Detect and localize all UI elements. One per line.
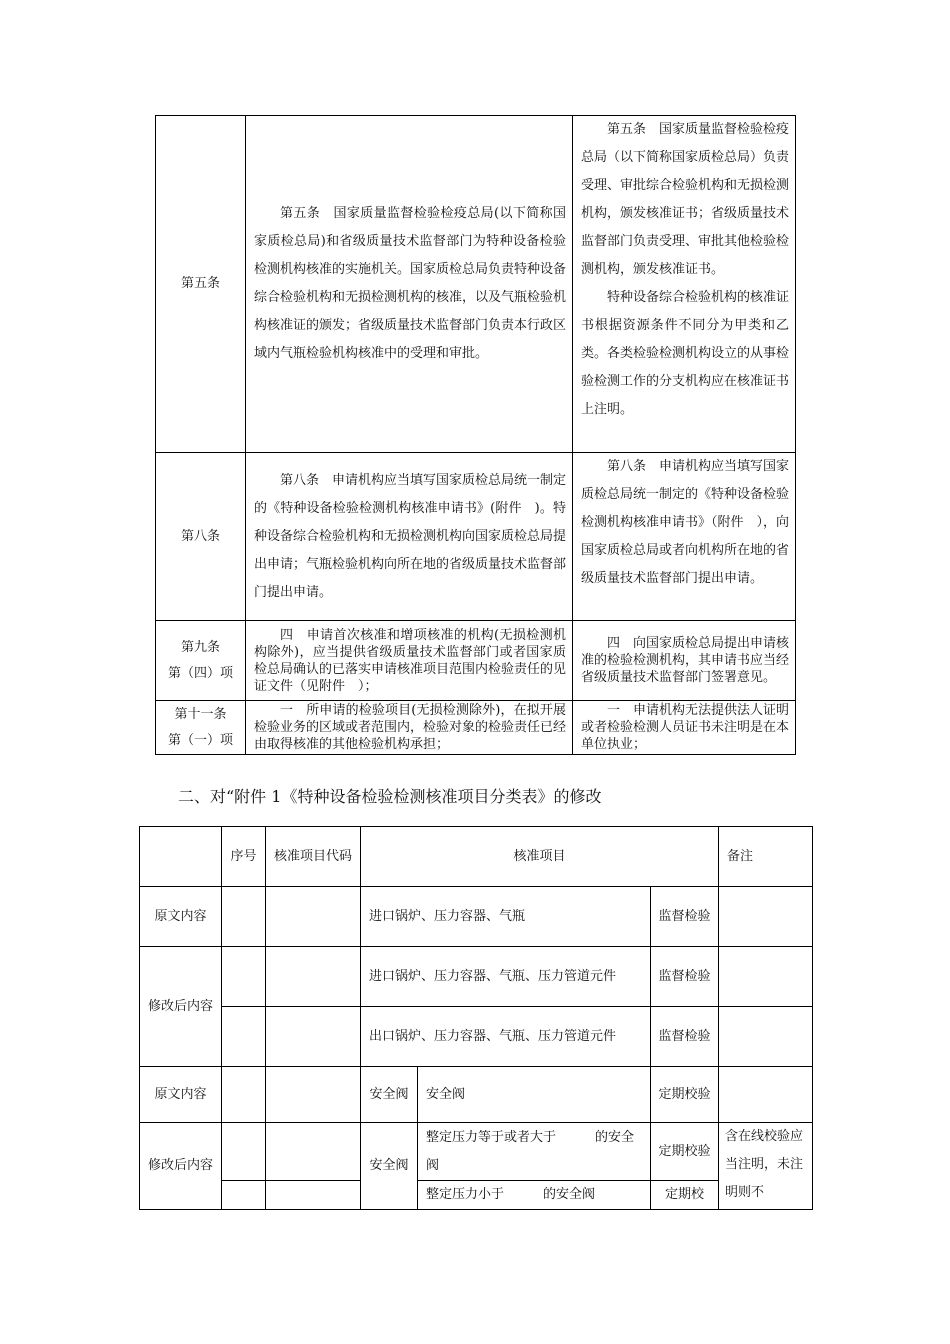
- article-label: [156, 701, 246, 755]
- article-label-line: 第九条: [180, 639, 220, 655]
- revised-text: 一 申请机构无法提供法人证明或者检验检测人员证书未注明是在本单位执业；: [573, 701, 796, 755]
- type-cell: 监督检验: [651, 887, 719, 947]
- header-item: 核准项目: [361, 827, 719, 887]
- row-label: 原文内容: [140, 887, 222, 947]
- article-label-line: 第（四）项: [167, 665, 233, 681]
- header-seq: 序号: [222, 827, 266, 887]
- seq-cell: [222, 1067, 266, 1123]
- header-blank: [140, 827, 222, 887]
- type-cell: 定期校: [651, 1181, 719, 1210]
- seq-cell: [222, 1181, 266, 1210]
- note-cell: [719, 947, 813, 1007]
- revised-paragraph: 特种设备综合检验机构的核准证书根据资源条件不同分为甲类和乙类。各类检验检测机构设立的从事检验检测工作的分支机构应在核准证书上注明。: [581, 290, 790, 417]
- revised-paragraph: 第五条 国家质量监督检验检疫总局（以下简称国家质检总局）负责受理、审批综合检验机构和无损检测机构，颁发核准证书；省级质量技术监督部门负责受理、审批其他检验检测机构，颁发核准证书。: [581, 122, 790, 277]
- article-label: 第五条: [156, 116, 246, 453]
- seq-cell: [222, 1123, 266, 1181]
- table-row: [140, 1181, 813, 1210]
- item-cell: 进口锅炉、压力容器、气瓶: [361, 887, 651, 947]
- category-cell: 安全阀: [361, 1067, 418, 1123]
- table-row: [140, 1007, 813, 1067]
- note-cell: [719, 1007, 813, 1067]
- table-row: [156, 453, 796, 621]
- table-row: [156, 116, 796, 453]
- item-cell: 进口锅炉、压力容器、气瓶、压力管道元件: [361, 947, 651, 1007]
- article-label-line: 第（一）项: [167, 732, 233, 748]
- item-cell: 安全阀: [418, 1067, 651, 1123]
- row-label: 修改后内容: [140, 947, 222, 1067]
- classification-table: [139, 826, 813, 1210]
- article-label: [156, 621, 246, 701]
- article-label-line: 第十一条: [174, 706, 227, 722]
- seq-cell: [222, 947, 266, 1007]
- revised-text: 第八条 申请机构应当填写国家质检总局统一制定的《特种设备检验检测机构核准申请书》（附件 ），向国家质检总局或者向机构所在地的省级质量技术监督部门提出申请。: [573, 453, 796, 621]
- revised-text: [573, 116, 796, 453]
- row-label: 修改后内容: [140, 1123, 222, 1210]
- code-cell: [266, 947, 361, 1007]
- table-header-row: [140, 827, 813, 887]
- code-cell: [266, 1007, 361, 1067]
- type-cell: 定期校验: [651, 1067, 719, 1123]
- original-text: 第五条 国家质量监督检验检疫总局(以下简称国家质检总局)和省级质量技术监督部门为特种设备检验检测机构核准的实施机关。国家质检总局负责特种设备综合检验机构和无损检测机构的核准，以及气瓶检验机构核准证的颁发；省级质量技术监督部门负责本行政区域内气瓶检验机构核准中的受理和审批。: [246, 116, 573, 453]
- original-text: 四 申请首次核准和增项核准的机构(无损检测机构除外)，应当提供省级质量技术监督部门或者国家质检总局确认的已落实申请核准项目范围内检验责任的见证文件（见附件 ）；: [246, 621, 573, 701]
- header-note: 备注: [719, 827, 813, 887]
- code-cell: [266, 1067, 361, 1123]
- seq-cell: [222, 887, 266, 947]
- code-cell: [266, 1123, 361, 1181]
- article-comparison-table: [155, 115, 796, 755]
- type-cell: 监督检验: [651, 1007, 719, 1067]
- table-row: [156, 621, 796, 701]
- type-cell: 监督检验: [651, 947, 719, 1007]
- note-cell: [719, 1067, 813, 1123]
- table-row: [140, 887, 813, 947]
- item-cell: 整定压力小于 的安全阀: [418, 1181, 651, 1210]
- row-label: 原文内容: [140, 1067, 222, 1123]
- table-row: [156, 701, 796, 755]
- original-text: 一 所申请的检验项目(无损检测除外)，在拟开展检验业务的区域或者范围内，检验对象的检验责任已经由取得核准的其他检验机构承担；: [246, 701, 573, 755]
- table-row: [140, 1123, 813, 1181]
- article-label: 第八条: [156, 453, 246, 621]
- type-cell: 定期校验: [651, 1123, 719, 1181]
- table-row: [140, 1067, 813, 1123]
- category-cell: 安全阀: [361, 1123, 418, 1210]
- section-heading: 二、对“附件 1《特种设备检验检测核准项目分类表》的修改: [178, 787, 602, 806]
- item-cell: 整定压力等于或者大于 的安全阀: [418, 1123, 651, 1181]
- code-cell: [266, 887, 361, 947]
- seq-cell: [222, 1007, 266, 1067]
- note-cell: [719, 887, 813, 947]
- table-row: [140, 947, 813, 1007]
- code-cell: [266, 1181, 361, 1210]
- revised-text: 四 向国家质检总局提出申请核准的检验检测机构，其申请书应当经省级质量技术监督部门签署意见。: [573, 621, 796, 701]
- original-text: 第八条 申请机构应当填写国家质检总局统一制定的《特种设备检验检测机构核准申请书》(附件 )。特种设备综合检验机构和无损检测机构向国家质检总局提出申请；气瓶检验机构向所在地的省级质量技术监督部门提出申请。: [246, 453, 573, 621]
- item-cell: 出口锅炉、压力容器、气瓶、压力管道元件: [361, 1007, 651, 1067]
- note-cell: 含在线校验应当注明，未注明则不: [719, 1123, 813, 1210]
- header-code: 核准项目代码: [266, 827, 361, 887]
